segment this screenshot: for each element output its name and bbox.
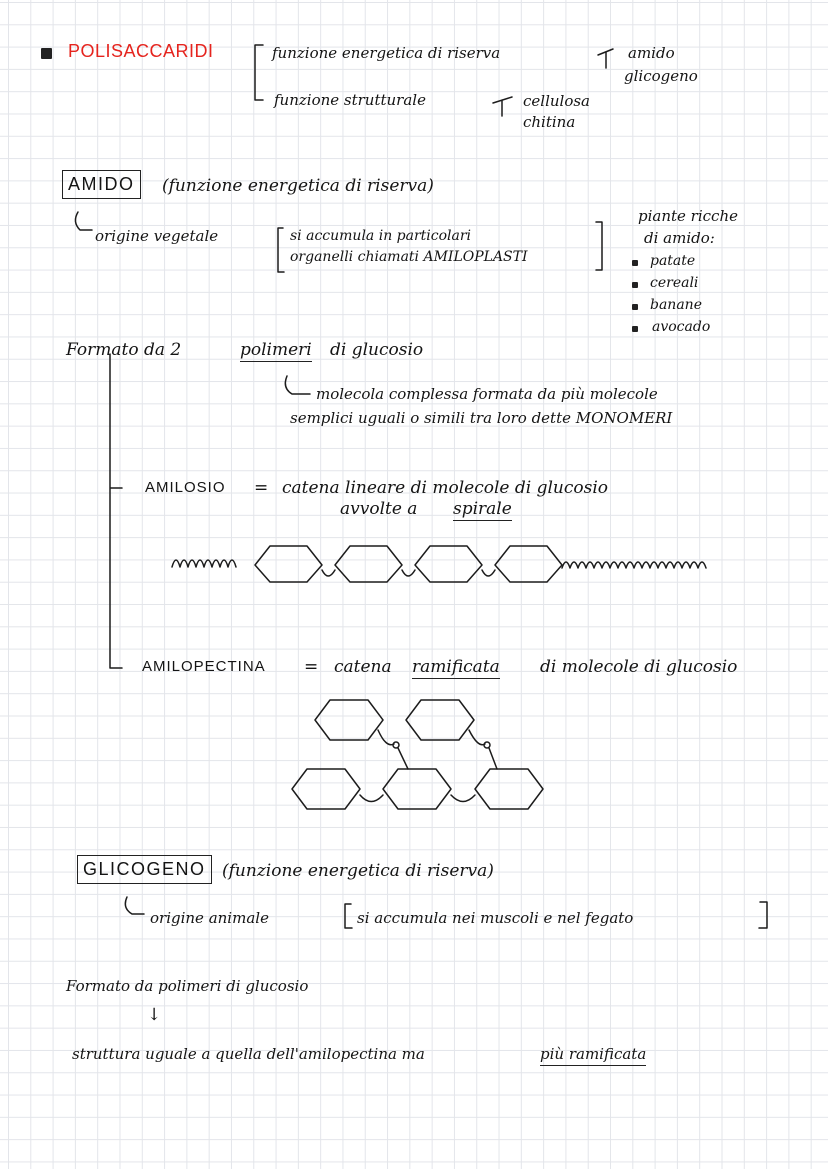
- glycosidic-link: [482, 570, 495, 576]
- amido-bracket-right: [596, 222, 602, 270]
- amilosio-def-line1: catena lineare di molecole di glucosio: [282, 478, 609, 498]
- amilopectina-eq: =: [304, 657, 319, 677]
- glicogeno-structure-term: più ramificata: [540, 1044, 646, 1066]
- branch-oxygen: [393, 742, 399, 748]
- glicogeno-origin: origine animale: [150, 909, 269, 927]
- amilopectina-suffix: di molecole di glucosio: [540, 657, 738, 677]
- amilosio-eq: =: [254, 478, 269, 498]
- plant-item: patate: [650, 253, 696, 269]
- glycosidic-link: [402, 570, 415, 576]
- hook-structural: [493, 97, 512, 116]
- glucose-ring: [383, 769, 451, 809]
- amido-bracket-left: [278, 228, 284, 272]
- amilopectina-prefix: catena: [334, 657, 392, 677]
- function-energetic: funzione energetica di riserva: [272, 44, 501, 62]
- glicogeno-accumulation: si accumula nei muscoli e nel fegato: [357, 909, 634, 927]
- amilosio-def-line2-prefix: avvolte a: [340, 499, 418, 519]
- glucose-ring: [406, 700, 474, 740]
- polymer-hook: [285, 376, 310, 394]
- glucose-ring: [495, 546, 562, 582]
- glycosidic-link: [322, 570, 335, 576]
- glicogeno-origin-hook: [125, 897, 144, 914]
- amido-function: (funzione energetica di riserva): [162, 176, 434, 196]
- amilopectina-label: AMILOPECTINA: [142, 658, 266, 675]
- glicogeno-bracket-right: [759, 902, 767, 928]
- branch-link: [469, 730, 485, 745]
- polymer-definition-line2: semplici uguali o simili tra loro dette MONOMERI: [290, 409, 673, 427]
- glucose-ring: [335, 546, 402, 582]
- function-structural: funzione strutturale: [274, 91, 426, 109]
- plant-item: avocado: [652, 319, 711, 335]
- formed-by-suffix: di glucosio: [330, 340, 424, 360]
- plants-heading-line1: piante ricche: [638, 207, 738, 225]
- example-amido: amido: [628, 44, 675, 62]
- glucose-ring: [415, 546, 482, 582]
- amylose-coil: [562, 562, 706, 568]
- amido-accumulation-line2: organelli chiamati AMILOPLASTI: [290, 249, 528, 265]
- amilosio-def-line2-term: spirale: [453, 499, 512, 519]
- glicogeno-function: (funzione energetica di riserva): [222, 861, 494, 881]
- glycosidic-link: [360, 795, 383, 802]
- formed-by-term: polimeri: [240, 340, 312, 360]
- example-glicogeno: glicogeno: [624, 67, 698, 85]
- polymer-definition-line1: molecola complessa formata da più molecole: [316, 385, 658, 403]
- branch-link: [398, 748, 408, 769]
- glucose-ring: [255, 546, 322, 582]
- amylose-coil: [172, 560, 236, 567]
- plant-item: banane: [650, 297, 702, 313]
- branch-link: [489, 748, 497, 769]
- formed-by-prefix: Formato da 2: [66, 340, 182, 360]
- amido-accumulation-line1: si accumula in particolari: [290, 228, 472, 244]
- glucose-ring: [475, 769, 543, 809]
- glicogeno-bracket-left: [345, 904, 352, 928]
- glycosidic-link: [451, 795, 475, 802]
- plants-heading-line2: di amido:: [644, 229, 715, 247]
- glucose-ring: [315, 700, 383, 740]
- amilosio-label: AMILOSIO: [145, 479, 226, 496]
- amido-origin-hook: [75, 212, 92, 230]
- header-bracket: [255, 45, 263, 100]
- example-chitina: chitina: [523, 113, 576, 131]
- glicogeno-title: GLICOGENO: [77, 855, 212, 884]
- glucose-ring: [292, 769, 360, 809]
- glicogeno-formed-by: Formato da polimeri di glucosio: [66, 977, 309, 995]
- glicogeno-structure-prefix: struttura uguale a quella dell'amilopectina ma: [72, 1045, 425, 1063]
- hook-energetic: [598, 49, 613, 68]
- branch-link: [378, 730, 394, 745]
- amido-origin: origine vegetale: [95, 227, 219, 245]
- example-cellulosa: cellulosa: [523, 92, 591, 110]
- amilopectina-term: ramificata: [412, 657, 500, 677]
- plant-item: cereali: [650, 275, 699, 291]
- page-title: POLISACCARIDI: [68, 41, 214, 61]
- amido-title: AMIDO: [62, 170, 141, 199]
- tree-trunk: [110, 354, 122, 668]
- down-arrow-icon: ↓: [147, 1005, 162, 1025]
- branch-oxygen: [484, 742, 490, 748]
